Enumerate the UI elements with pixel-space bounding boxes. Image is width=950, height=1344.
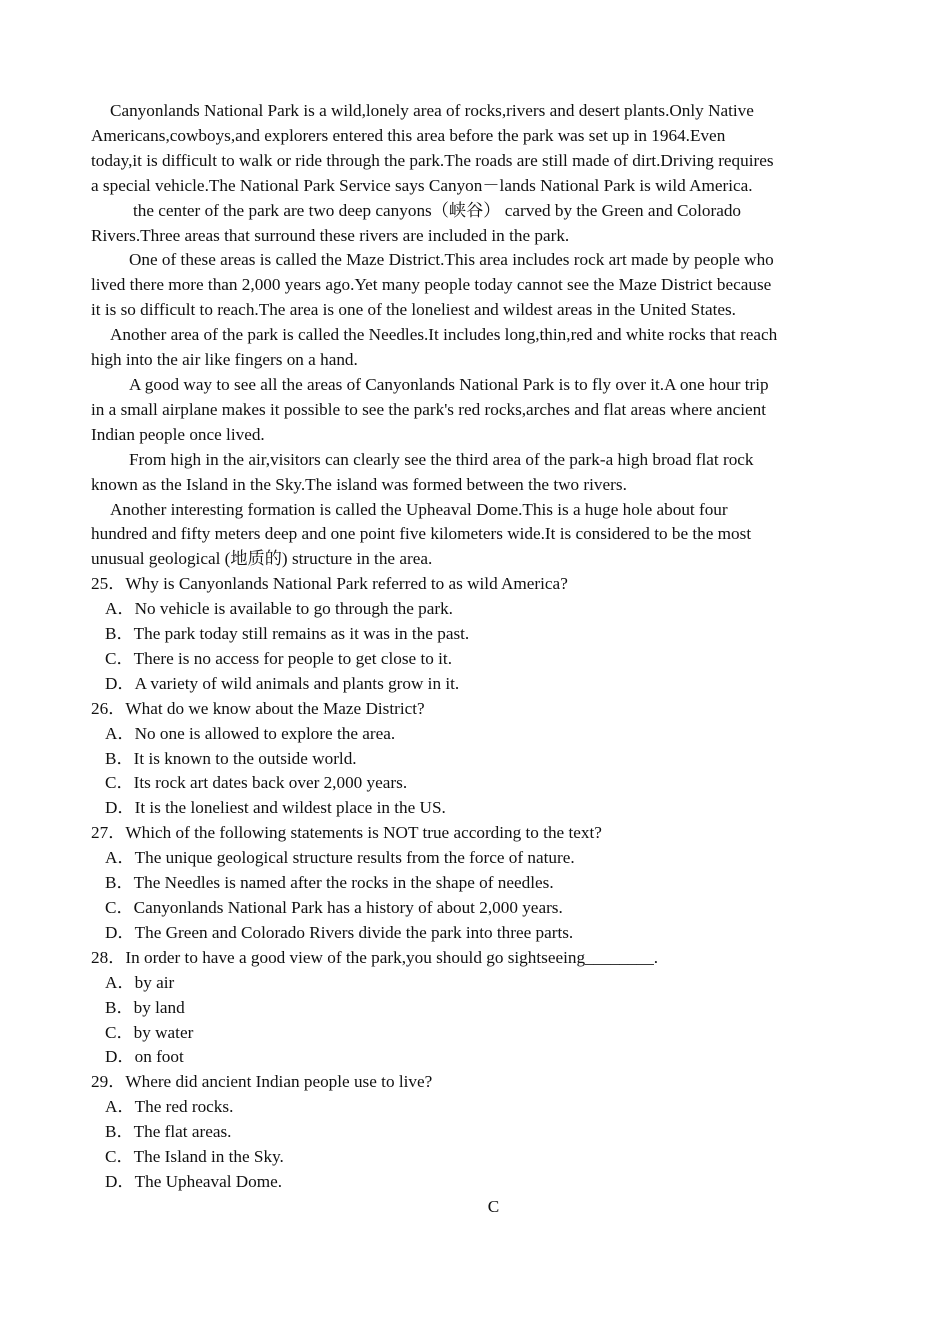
question-28 — [91, 946, 856, 1071]
text-line: in a small airplane makes it possible to see the park's red rocks,arches and flat areas where ancient — [91, 399, 767, 419]
question-27 — [91, 821, 856, 946]
question-stem: 27．Which of the following statements is NOT true according to the text? — [91, 823, 602, 843]
text-line: A good way to see all the areas of Canyonlands National Park is to fly over it.A one hour trip — [129, 374, 769, 394]
passage — [91, 99, 856, 572]
text-line: Americans,cowboys,and explorers entered this area before the park was set up in 1964.Even — [91, 125, 726, 145]
text-line: unusual geological (地质的) structure in the area. — [91, 549, 433, 569]
document-page — [91, 99, 856, 1220]
text-line: hundred and fifty meters deep and one point five kilometers wide.It is considered to be the most — [91, 524, 752, 544]
question-stem: 25．Why is Canyonlands National Park referred to as wild America? — [91, 574, 568, 594]
option-d: D．A variety of wild animals and plants grow in it. — [105, 673, 460, 693]
paragraph-6 — [91, 448, 856, 498]
option-d: D．The Green and Colorado Rivers divide the park into three parts. — [105, 922, 574, 942]
option-b: B．It is known to the outside world. — [105, 748, 357, 768]
option-b: B．by land — [105, 997, 185, 1017]
option-d: D．The Upheaval Dome. — [105, 1171, 283, 1191]
question-stem: 28．In order to have a good view of the park,you should go sightseeing________. — [91, 947, 659, 967]
question-26 — [91, 697, 856, 822]
text-line: today,it is difficult to walk or ride through the park.The roads are still made of dirt.Driving requires — [91, 150, 774, 170]
paragraph-7 — [91, 498, 856, 573]
option-c: C．Canyonlands National Park has a history of about 2,000 years. — [105, 898, 563, 917]
text-line: Another interesting formation is called the Upheaval Dome.This is a huge hole about four — [110, 499, 728, 519]
text-line: Another area of the park is called the Needles.It includes long,thin,red and white rocks that reach — [110, 325, 778, 345]
option-a: A．The red rocks. — [105, 1097, 234, 1117]
question-stem: 26．What do we know about the Maze District? — [91, 698, 425, 718]
text-line: Indian people once lived. — [91, 424, 265, 444]
option-b: B．The Needles is named after the rocks in the shape of needles. — [105, 873, 554, 893]
text-line: lived there more than 2,000 years ago.Yet many people today cannot see the Maze District because — [91, 275, 772, 295]
text-line: One of these areas is called the Maze District.This area includes rock art made by people who — [129, 250, 774, 270]
text-line: it is so difficult to reach.The area is one of the loneliest and wildest areas in the United States. — [91, 300, 736, 320]
paragraph-3 — [91, 248, 856, 323]
paragraph-4 — [91, 323, 856, 373]
option-a: A．The unique geological structure results from the force of nature. — [105, 848, 575, 868]
option-a: A．by air — [105, 972, 175, 992]
option-d: D．It is the loneliest and wildest place in the US. — [105, 798, 446, 818]
option-c: C．There is no access for people to get close to it. — [105, 648, 452, 668]
question-25 — [91, 572, 856, 697]
text-line: Rivers.Three areas that surround these rivers are included in the park. — [91, 225, 570, 245]
questions — [91, 572, 856, 1195]
option-a: A．No one is allowed to explore the area. — [105, 723, 396, 743]
option-b: B．The flat areas. — [105, 1122, 232, 1142]
option-c: C．The Island in the Sky. — [105, 1147, 284, 1167]
paragraph-2 — [91, 199, 856, 249]
option-d: D．on foot — [105, 1047, 184, 1067]
option-b: B．The park today still remains as it was in the past. — [105, 624, 470, 644]
section-label: C — [487, 1196, 500, 1216]
text-line: high into the air like fingers on a hand. — [91, 350, 358, 370]
question-29 — [91, 1070, 856, 1195]
text-line: Canyonlands National Park is a wild,lonely area of rocks,rivers and desert plants.Only Native — [110, 101, 754, 120]
text-line: From high in the air,visitors can clearly see the third area of the park-a high broad flat rock — [129, 449, 754, 469]
text-line: the center of the park are two deep canyons（峡谷） carved by the Green and Colorado — [133, 200, 742, 220]
option-c: C．by water — [105, 1022, 194, 1042]
text-line: known as the Island in the Sky.The island was formed between the two rivers. — [91, 474, 627, 494]
option-c: C．Its rock art dates back over 2,000 years. — [105, 773, 408, 793]
option-a: A．No vehicle is available to go through the park. — [105, 599, 453, 619]
paragraph-1 — [91, 99, 856, 199]
paragraph-5 — [91, 373, 856, 448]
question-stem: 29．Where did ancient Indian people use to live? — [91, 1072, 433, 1092]
text-line: a special vehicle.The National Park Service says Canyon－lands National Park is wild America. — [91, 175, 753, 195]
